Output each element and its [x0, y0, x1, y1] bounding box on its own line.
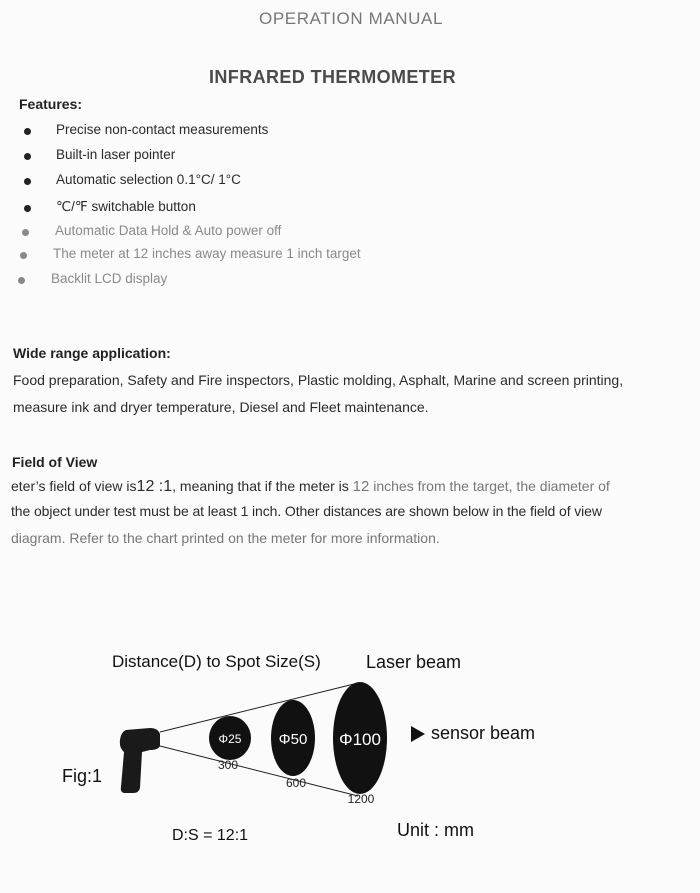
application-line-1: Food preparation, Safety and Fire inspectors, Plastic molding, Asphalt, Marine and screen printing, [13, 372, 624, 388]
spot-label-25: Φ25 [218, 732, 242, 746]
distance-300: 300 [217, 758, 239, 772]
feature-item: Built-in laser pointer [56, 147, 176, 162]
fov-line-3: diagram. Refer to the chart printed on the meter for more information. [11, 530, 440, 546]
fov-line-1-c: inches from the target, the diameter of [373, 478, 610, 494]
distance-600: 600 [285, 776, 307, 790]
fov-distance: 12 [352, 478, 370, 495]
feature-bullet-icon [24, 153, 31, 160]
sensor-arrow-icon [411, 726, 425, 742]
feature-bullet-icon [20, 252, 27, 259]
feature-item: Backlit LCD display [51, 271, 168, 286]
feature-item: Automatic Data Hold & Auto power off [55, 223, 282, 238]
features-heading: Features: [19, 96, 83, 112]
features-list [0, 0, 700, 300]
thermometer-gun-icon [120, 728, 160, 793]
feature-bullet-icon [24, 205, 31, 212]
distance-1200: 1200 [347, 792, 375, 806]
diagram-title: Distance(D) to Spot Size(S) [112, 652, 321, 671]
feature-bullet-icon [24, 128, 31, 135]
feature-item: The meter at 12 inches away measure 1 inch target [53, 246, 361, 261]
fov-line-1-b: , meaning that if the meter is [172, 478, 349, 494]
feature-item: Precise non-contact measurements [56, 122, 269, 137]
fov-line-1 [11, 478, 610, 496]
fov-diagram [0, 640, 700, 893]
fov-heading: Field of View [12, 454, 98, 470]
spot-label-50: Φ50 [278, 731, 308, 748]
feature-item: Automatic selection 0.1°C/ 1°C [56, 172, 241, 187]
ds-ratio-label: D:S = 12:1 [172, 827, 249, 844]
application-heading: Wide range application: [13, 345, 171, 361]
feature-bullet-icon [22, 229, 29, 236]
sensor-beam-label: sensor beam [431, 723, 536, 743]
manual-header: OPERATION MANUAL [259, 9, 444, 28]
feature-item: ℃/℉ switchable button [56, 199, 196, 214]
spot-label-100: Φ100 [339, 730, 381, 749]
fov-line-1-a: eter’s field of view is [11, 478, 137, 494]
application-line-2: measure ink and dryer temperature, Diesel and Fleet maintenance. [13, 399, 429, 415]
figure-label: Fig:1 [62, 766, 103, 786]
beam-cone [160, 683, 358, 796]
feature-bullet-icon [18, 277, 25, 284]
laser-beam-label: Laser beam [366, 652, 462, 672]
fov-line-2: the object under test must be at least 1 inch. Other distances are shown below in the field of view [11, 503, 602, 519]
unit-label: Unit : mm [397, 820, 475, 840]
feature-bullet-icon [24, 178, 31, 185]
fov-ratio: 12 :1 [136, 478, 173, 495]
document-title: INFRARED THERMOMETER [209, 67, 456, 87]
